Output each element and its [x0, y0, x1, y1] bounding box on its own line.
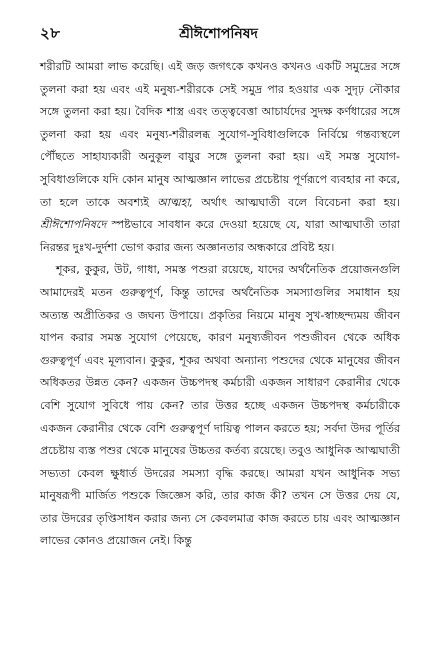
running-title: শ্রীঈশোপনিষদ [179, 26, 258, 42]
text-run: স্পষ্টভাবে সাবধান করে দেওয়া হয়েছে যে, যারা আত্মঘাতী তারা নিরন্তর দুঃখ-দুর্দশা ভোগ করার জন্য অজ্ঞানতার অন্ধকারে প্রবিষ্ট হয়। [40, 218, 400, 254]
text-run: শরীরটি আমরা লাভ করেছি। এই জড় জগৎকে কখনও কখনও একটি সমুদ্রের সঙ্গে তুলনা করা হয় এবং এই মনুষ্য-শরীরকে সেই সমুদ্র পার হওয়ার এক সুদৃঢ় নৌকার সঙ্গে তুলনা করা হয়। বৈদিক শাস্ত্র এবং তত্ত্ববেত্তা আচার্যদের সুদক্ষ কর্ণধারের সঙ্গে তুলনা করা হয় এবং মনুষ্য-শরীরলব্ধ সুযোগ-সুবিধাগুলিকে নির্বিঘ্নে গন্তব্যস্থলে পৌঁছতে সাহায্যকারী অনুকূল বায়ুর সঙ্গে তুলনা করা হয়। এই সমস্ত সুযোগ-সুবিধাগুলিকে যদি কোন মানুষ আত্মজ্ঞান লাভের প্রচেষ্টায় পূর্ণরূপে ব্যবহার না করে, তা হলে তাকে অবশ্যই [40, 60, 400, 209]
page-number: ২৮ [40, 24, 61, 42]
text-run: শূকর, কুকুর, উট, গাধা, সমস্ত পশুরা রয়েছে, যাদের অর্থনৈতিক প্রয়োজনগুলি আমাদেরই মতন গুরুত্বপূর্ণ, কিন্তু তাদের অর্থনৈতিক সমস্যাগুলির সমাধান হয় অত্যন্ত অপ্রীতিকর ও জঘন্য উপায়ে। প্রকৃতির নিয়মে মানুষ সুখ-স্বাচ্ছন্দ্যময় জীবন যাপন করার সমস্ত সুযোগ পেয়েছে, কারণ মনুষ্যজীবন পশুজীবন থেকে অধিক গুরুত্বপূর্ণ এবং মূল্যবান। কুকুর, শূকর অথবা অন্যান্য পশুদের থেকে মানুষের জীবন অধিকতর উন্নত কেন? একজন উচ্চপদস্থ কর্মচারী একজন সাধারণ কেরানীর থেকে বেশি সুযোগ সুবিধে পায় কেন? তার উত্তর হচ্ছে একজন উচ্চপদস্থ কর্মচারীকে একজন কেরানীর থেকে বেশি গুরুত্বপূর্ণ দায়িত্ব পালন করতে হয়; সর্বদা উদর পূর্তির প্রচেষ্টায় ব্যস্ত পশুর থেকে মানুষের উচ্চতর কর্তব্য রয়েছে। তবুও আধুনিক আত্মঘাতী সভ্যতা কেবল ক্ষুধার্ত উদরের সমস্যা বৃদ্ধি করছে। আমরা যখন আধুনিক সভ্য মানুষরূপী মার্জিত পশুকে জিজ্ঞেস করি, তার কাজ কী? তখন সে উত্তর দেয় যে, তার উদরের তৃপ্তিসাধন করার জন্য সে কেবলমাত্র কাজ করতে চায় এবং আত্মজ্ঞান লাভের কোনও প্রয়োজন নেই। কিন্তু [40, 263, 400, 548]
page-header [40, 22, 397, 46]
emphasis-atmaha: আত্মহা, [157, 195, 194, 209]
body-text [40, 56, 400, 553]
text-run: অর্থাৎ আত্মঘাতী বলে বিবেচনা করা হয়। [193, 195, 400, 209]
paragraph-2 [40, 259, 400, 553]
paragraph-1 [40, 56, 400, 259]
emphasis-sri-isopanisad: শ্রীঈশোপনিষদে [40, 218, 107, 232]
